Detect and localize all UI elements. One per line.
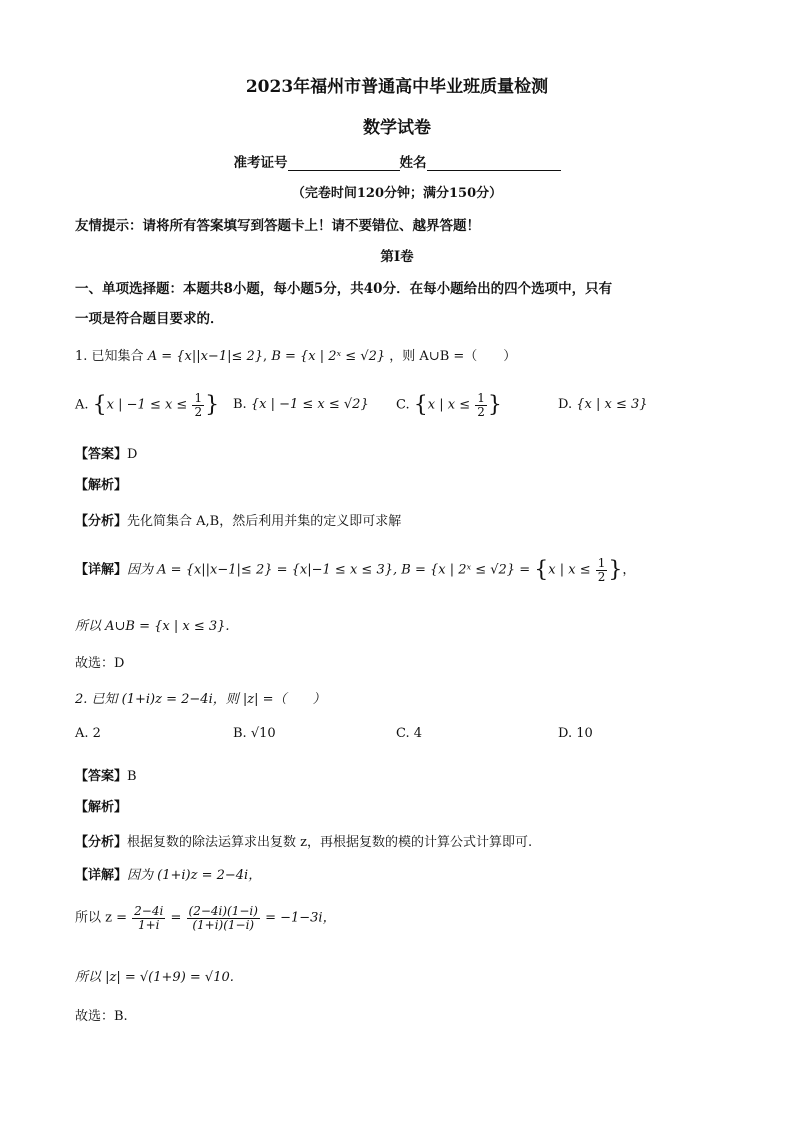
q1-option-c: C. {x | x ≤ $\frac{1}{2}$ } [396,391,502,419]
q2-option-c: C. 4 [396,726,423,741]
so-prefix: 所以 z = [75,910,128,926]
answer-tag: 【答案】 [75,769,128,784]
q2-answer [75,765,137,784]
answer-tag: 【答案】 [75,447,128,462]
q1-option-b [233,397,369,412]
detail-text: 因为 (1+i)z = 2−4i， [127,868,262,883]
q1-ask: ，则 A∪B =（ ） [389,349,517,364]
q1-option-d [558,397,648,412]
q1-stem: 1. 已知集合 A = {x||x−1|≤ 2}, B = {x | 2ˣ ≤ √2} ，则 A∪B =（ ） [75,349,517,364]
fenxi-tag: 【分析】 [75,835,128,850]
frac-num: 1 [597,556,606,570]
frac-den: 2 [477,404,485,419]
equals-sign: = [170,910,182,926]
q1-fenxi [75,510,401,529]
section-mark: 第Ⅰ卷 [380,249,414,265]
option-label: D. [558,397,573,412]
q2-option-d: D. 10 [558,726,593,741]
option-label: B. [233,397,247,412]
frac-num: 1 [194,391,203,405]
detail-tag: 【详解】 [75,562,128,578]
q1-so-line: 所以 A∪B = {x | x ≤ 3}. [75,619,230,634]
frac-den: (1+i)(1−i) [192,917,255,932]
name-blank [427,156,561,171]
q1-opt-d-text: {x | x ≤ 3} [576,397,648,412]
frac-den: 2 [597,569,606,584]
detail-text: 因为 A = {x||x−1|≤ 2} = {x|−1 ≤ x ≤ 3}, B = {x | 2ˣ ≤ √2} = [127,562,531,578]
fenxi-text: 先化简集合 A,B，然后利用并集的定义即可求解 [127,514,402,529]
answer-value: D [127,447,138,462]
fraction [475,392,487,418]
exam-no-blank [288,156,400,171]
frac-num: (2−4i)(1−i) [188,904,258,918]
detail-end: ， [622,562,636,578]
detail-tail: x | x ≤ [548,562,591,578]
frac-num: 2−4i [134,904,164,918]
q1-choose: 故选：D [75,656,125,671]
q2-detail [75,864,261,883]
candidate-info-row [0,151,794,171]
q1-opt-a-text: x | −1 ≤ x ≤ [106,397,188,413]
q1-set-a: A = {x||x−1|≤ 2} [147,349,264,364]
q2-mod-line: 所以 |z| = √(1+9) = √10. [75,970,234,985]
fraction [187,905,260,931]
q1-answer [75,443,137,462]
q2-division-line [75,905,336,931]
q1-set-b: B = {x | 2ˣ ≤ √2} [271,349,386,364]
q2-option-b: B. √10 [233,726,276,741]
q2-fenxi [75,831,532,850]
q1-opt-b-text: {x | −1 ≤ x ≤ √2} [250,397,369,412]
name-label: 姓名 [399,155,427,171]
q1-analysis-tag: 【解析】 [75,478,128,493]
result-text: = −1−3i， [265,910,336,926]
q2-stem: 2. 已知 (1+i)z = 2−4i，则 |z| =（ ） [75,692,326,707]
q1-detail: 【详解】因为 A = {x||x−1|≤ 2} = {x|−1 ≤ x ≤ 3}, B = {x | 2ˣ ≤ √2} = {x | x ≤ $\frac{1}{2}$ }， [75,556,636,584]
q1-option-a: A. {x | −1 ≤ x ≤ $\frac{1}{2}$ } [75,391,220,419]
q2-analysis-tag: 【解析】 [75,800,128,815]
frac-num: 1 [477,391,485,405]
exam-no-label: 准考证号 [233,155,288,171]
detail-tag: 【详解】 [75,868,128,883]
q1-opt-c-text: x | x ≤ [427,397,471,413]
fraction [192,392,204,418]
exam-title: 2023年福州市普通高中毕业班质量检测 [245,77,549,97]
option-label: A. [75,397,89,413]
fenxi-tag: 【分析】 [75,514,128,529]
q2-choose: 故选：B. [75,1009,128,1024]
frac-den: 2 [194,404,203,419]
option-label: C. [396,397,410,413]
frac-den: 1+i [137,917,160,932]
fraction [596,557,608,583]
q2-option-a: A. 2 [75,726,101,741]
fenxi-text: 根据复数的除法运算求出复数 z，再根据复数的模的计算公式计算即可. [127,835,533,850]
fraction [132,905,165,931]
section-heading-line1: 一、单项选择题：本题共8小题，每小题5分，共40分．在每小题给出的四个选项中，只有 [75,281,613,297]
section-heading-line2: 一项是符合题目要求的． [75,311,224,327]
q1-prefix: 1. 已知集合 [75,349,144,364]
exam-subtitle: 数学试卷 [363,118,431,138]
time-note: （完卷时间120分钟；满分150分） [291,186,503,201]
friendly-tip: 友情提示：请将所有答案填写到答题卡上！请不要错位、越界答题！ [75,218,480,234]
answer-value: B [127,769,137,784]
